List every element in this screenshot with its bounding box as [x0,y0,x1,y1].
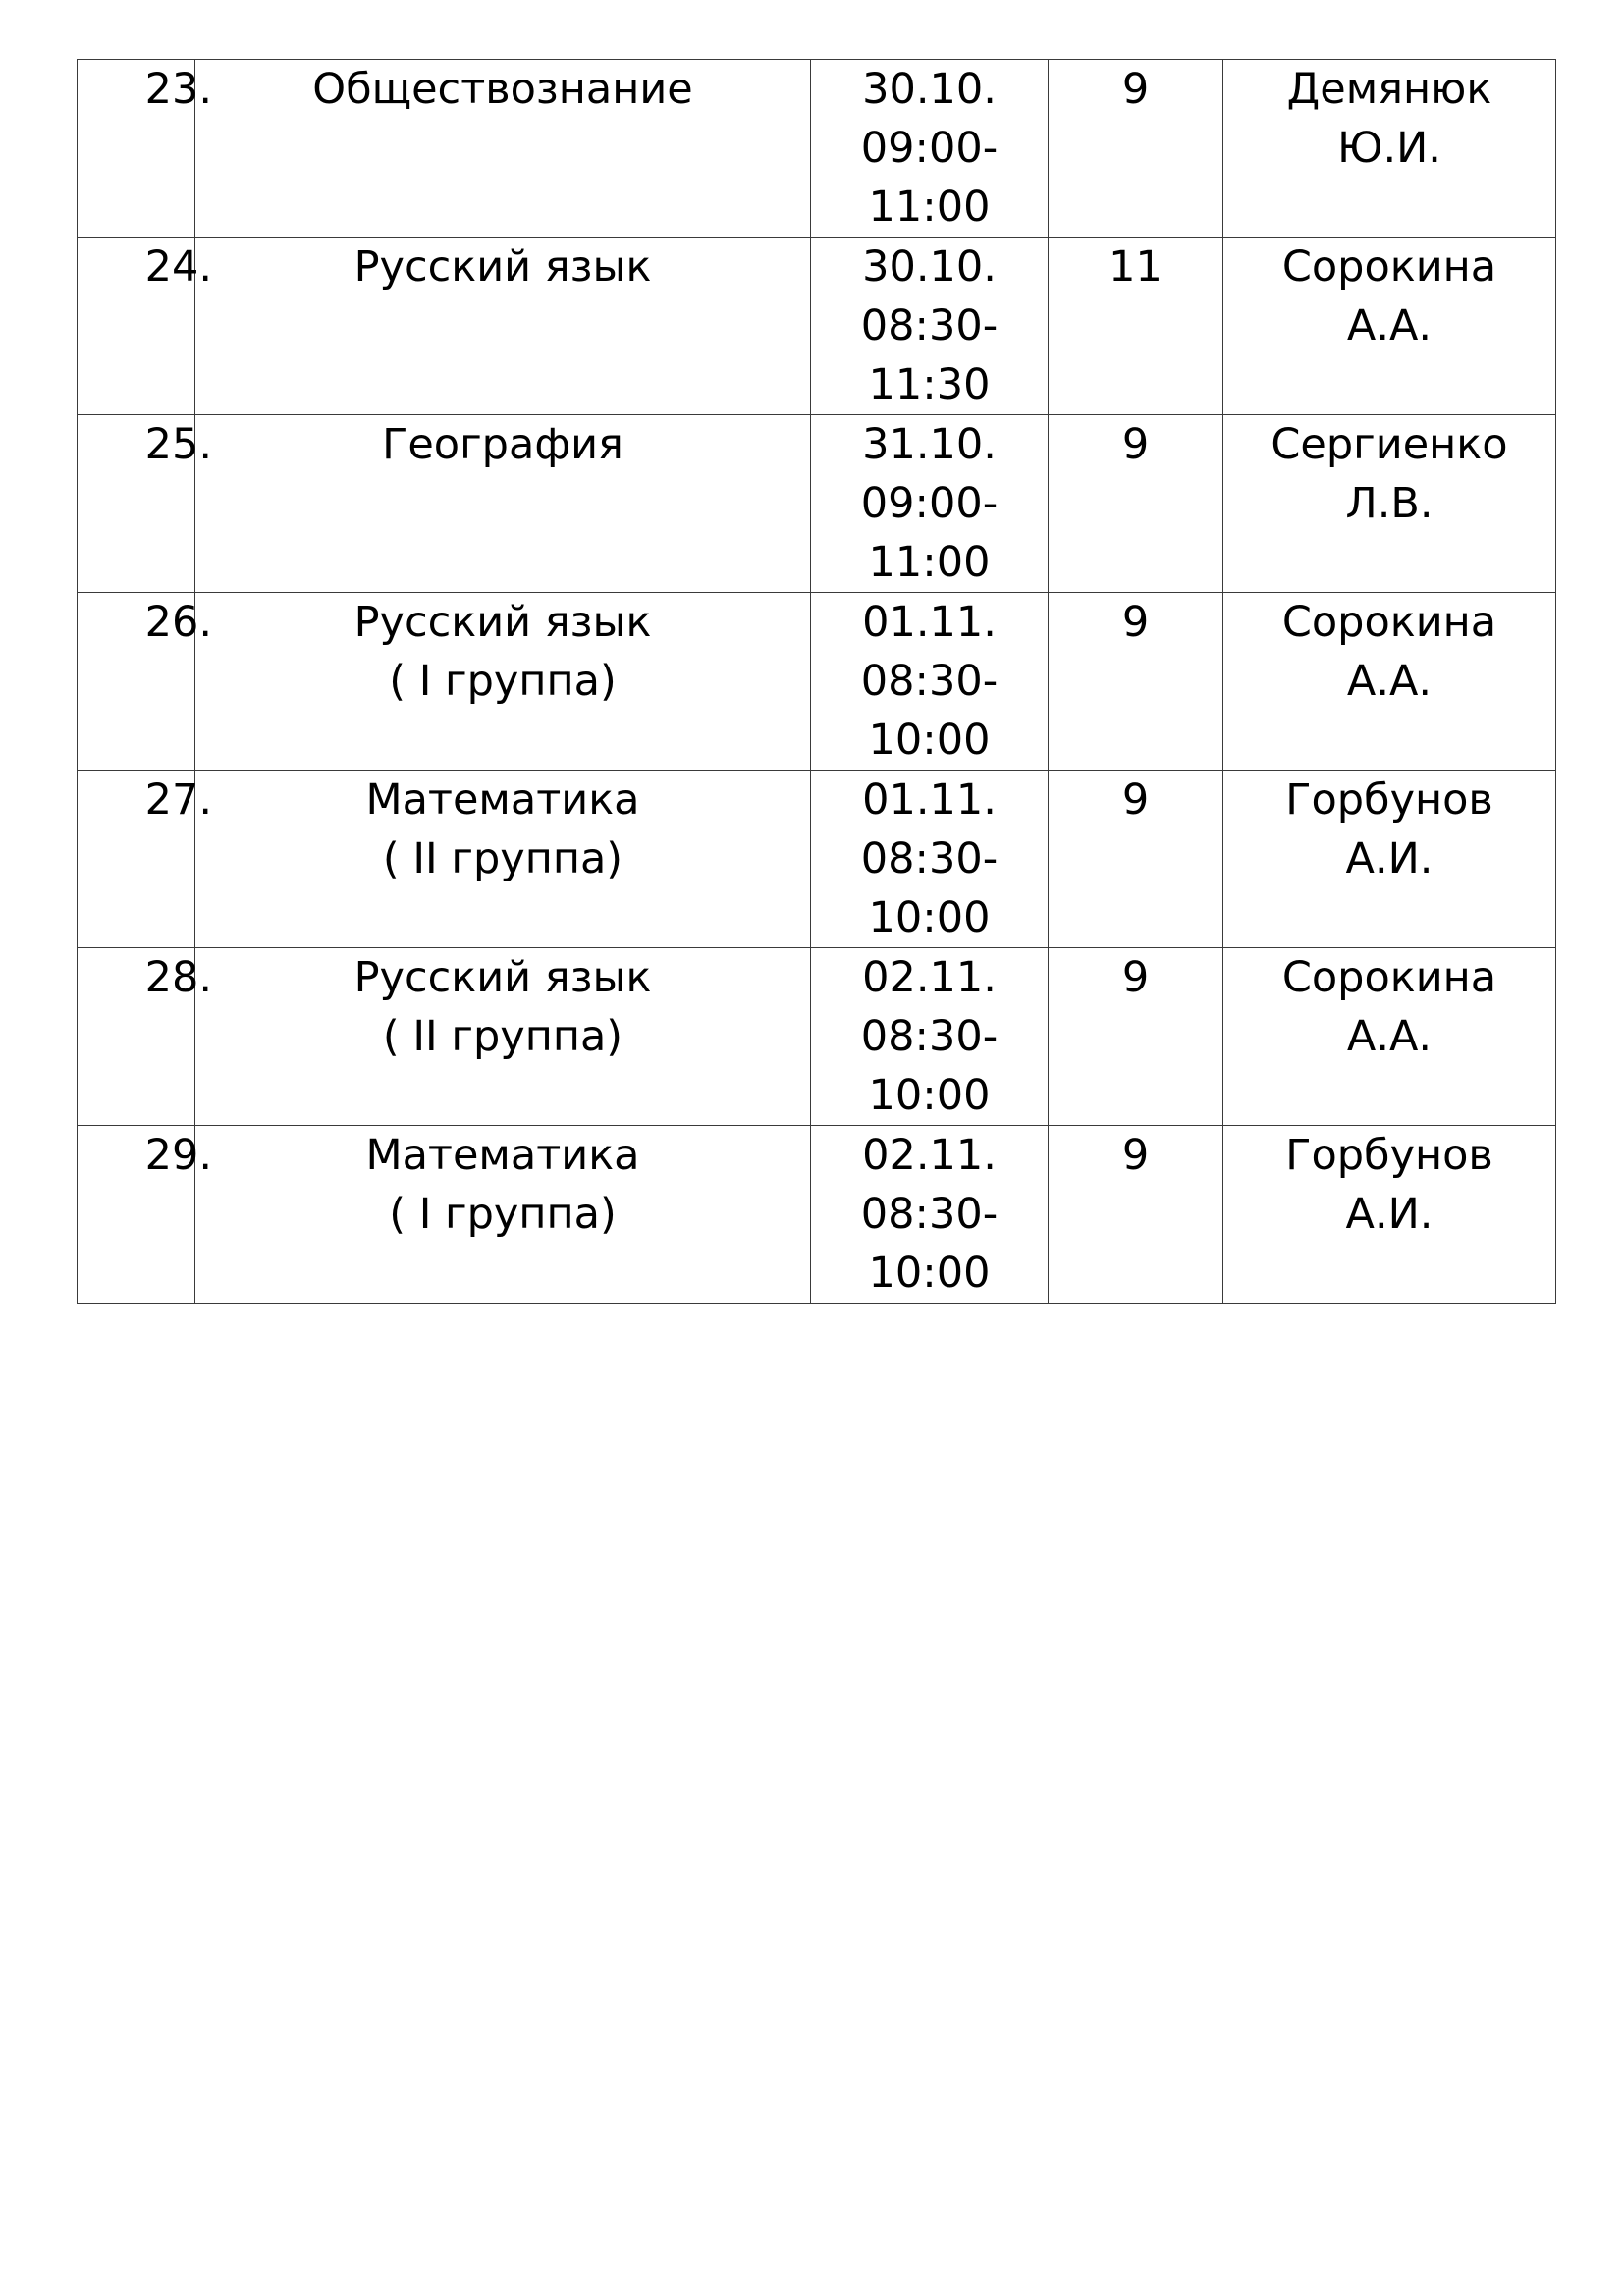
row-number-cell [78,238,212,415]
teacher-cell [1223,948,1556,1126]
grade: 9 [1121,420,1150,469]
subject-name: Математика [365,1131,640,1180]
row-number-cell [78,60,212,238]
grade: 9 [1121,953,1150,1002]
datetime-cell [811,1126,1049,1304]
exam-time-end: 10:00 [868,1249,991,1298]
datetime-cell [811,60,1049,238]
datetime-cell [811,238,1049,415]
row-number: 24. [144,242,212,292]
subject-cell [195,415,811,593]
teacher-initials: Л.В. [1345,479,1434,528]
teacher-initials: А.И. [1345,1190,1434,1239]
grade: 9 [1121,1131,1150,1180]
exam-time-start: 09:00- [860,124,999,173]
teacher-surname: Горбунов [1285,1131,1493,1180]
grade-cell [1049,415,1223,593]
teacher-initials: А.И. [1345,834,1434,883]
grade-cell [1049,1126,1223,1304]
exam-time-end: 11:00 [868,183,991,232]
datetime-cell [811,771,1049,948]
exam-time-end: 10:00 [868,716,991,765]
subject-cell [195,1126,811,1304]
teacher-surname: Горбунов [1285,775,1493,825]
teacher-surname: Демянюк [1286,65,1492,114]
grade: 11 [1109,242,1163,292]
exam-time-start: 08:30- [860,834,999,883]
table-row [78,1126,1556,1304]
grade-cell [1049,771,1223,948]
teacher-cell [1223,593,1556,771]
teacher-cell [1223,60,1556,238]
grade-cell [1049,593,1223,771]
exam-time-start: 08:30- [860,1012,999,1061]
subject-name: Математика [365,775,640,825]
schedule-body [78,60,1556,1304]
row-number: 25. [144,420,212,469]
row-number: 28. [144,953,212,1002]
subject-cell [195,948,811,1126]
teacher-initials: А.А. [1346,657,1433,706]
datetime-cell [811,593,1049,771]
table-row [78,948,1556,1126]
subject-name: Русский язык [353,953,652,1002]
subject-cell [195,238,811,415]
subject-group: ( II группа) [382,1012,623,1061]
teacher-initials: Ю.И. [1337,124,1441,173]
table-row [78,238,1556,415]
exam-time-start: 08:30- [860,301,999,350]
datetime-cell [811,948,1049,1126]
teacher-surname: Сорокина [1281,242,1497,292]
teacher-cell [1223,415,1556,593]
grade-cell [1049,948,1223,1126]
subject-cell [195,593,811,771]
schedule-table [77,59,1556,1304]
row-number-cell [78,593,212,771]
subject-name: География [382,420,623,469]
subject-cell [195,60,811,238]
teacher-initials: А.А. [1346,1012,1433,1061]
exam-time-end: 11:00 [868,538,991,587]
exam-time-start: 09:00- [860,479,999,528]
subject-name: Русский язык [353,598,652,647]
subject-group: ( II группа) [382,834,623,883]
grade-cell [1049,238,1223,415]
exam-time-end: 10:00 [868,893,991,942]
table-row [78,771,1556,948]
table-row [78,60,1556,238]
exam-date: 30.10. [862,242,997,292]
row-number: 26. [144,598,212,647]
subject-cell [195,771,811,948]
exam-date: 02.11. [862,953,997,1002]
grade-cell [1049,60,1223,238]
teacher-cell [1223,771,1556,948]
row-number: 23. [144,65,212,114]
teacher-surname: Сорокина [1281,598,1497,647]
exam-time-end: 10:00 [868,1071,991,1120]
exam-time-start: 08:30- [860,1190,999,1239]
row-number: 29. [144,1131,212,1180]
row-number-cell [78,1126,212,1304]
subject-group: ( I группа) [389,1190,617,1239]
row-number-cell [78,771,212,948]
grade: 9 [1121,775,1150,825]
teacher-initials: А.А. [1346,301,1433,350]
datetime-cell [811,415,1049,593]
exam-time-start: 08:30- [860,657,999,706]
row-number-cell [78,415,212,593]
exam-time-end: 11:30 [868,360,991,409]
subject-name: Русский язык [353,242,652,292]
exam-date: 01.11. [862,598,997,647]
teacher-surname: Сорокина [1281,953,1497,1002]
exam-date: 31.10. [862,420,997,469]
grade: 9 [1121,598,1150,647]
teacher-cell [1223,238,1556,415]
exam-date: 02.11. [862,1131,997,1180]
exam-date: 30.10. [862,65,997,114]
table-row [78,415,1556,593]
teacher-cell [1223,1126,1556,1304]
subject-name: Обществознание [312,65,693,114]
row-number-cell [78,948,212,1126]
table-row [78,593,1556,771]
grade: 9 [1121,65,1150,114]
subject-group: ( I группа) [389,657,617,706]
teacher-surname: Сергиенко [1271,420,1508,469]
row-number: 27. [144,775,212,825]
exam-date: 01.11. [862,775,997,825]
